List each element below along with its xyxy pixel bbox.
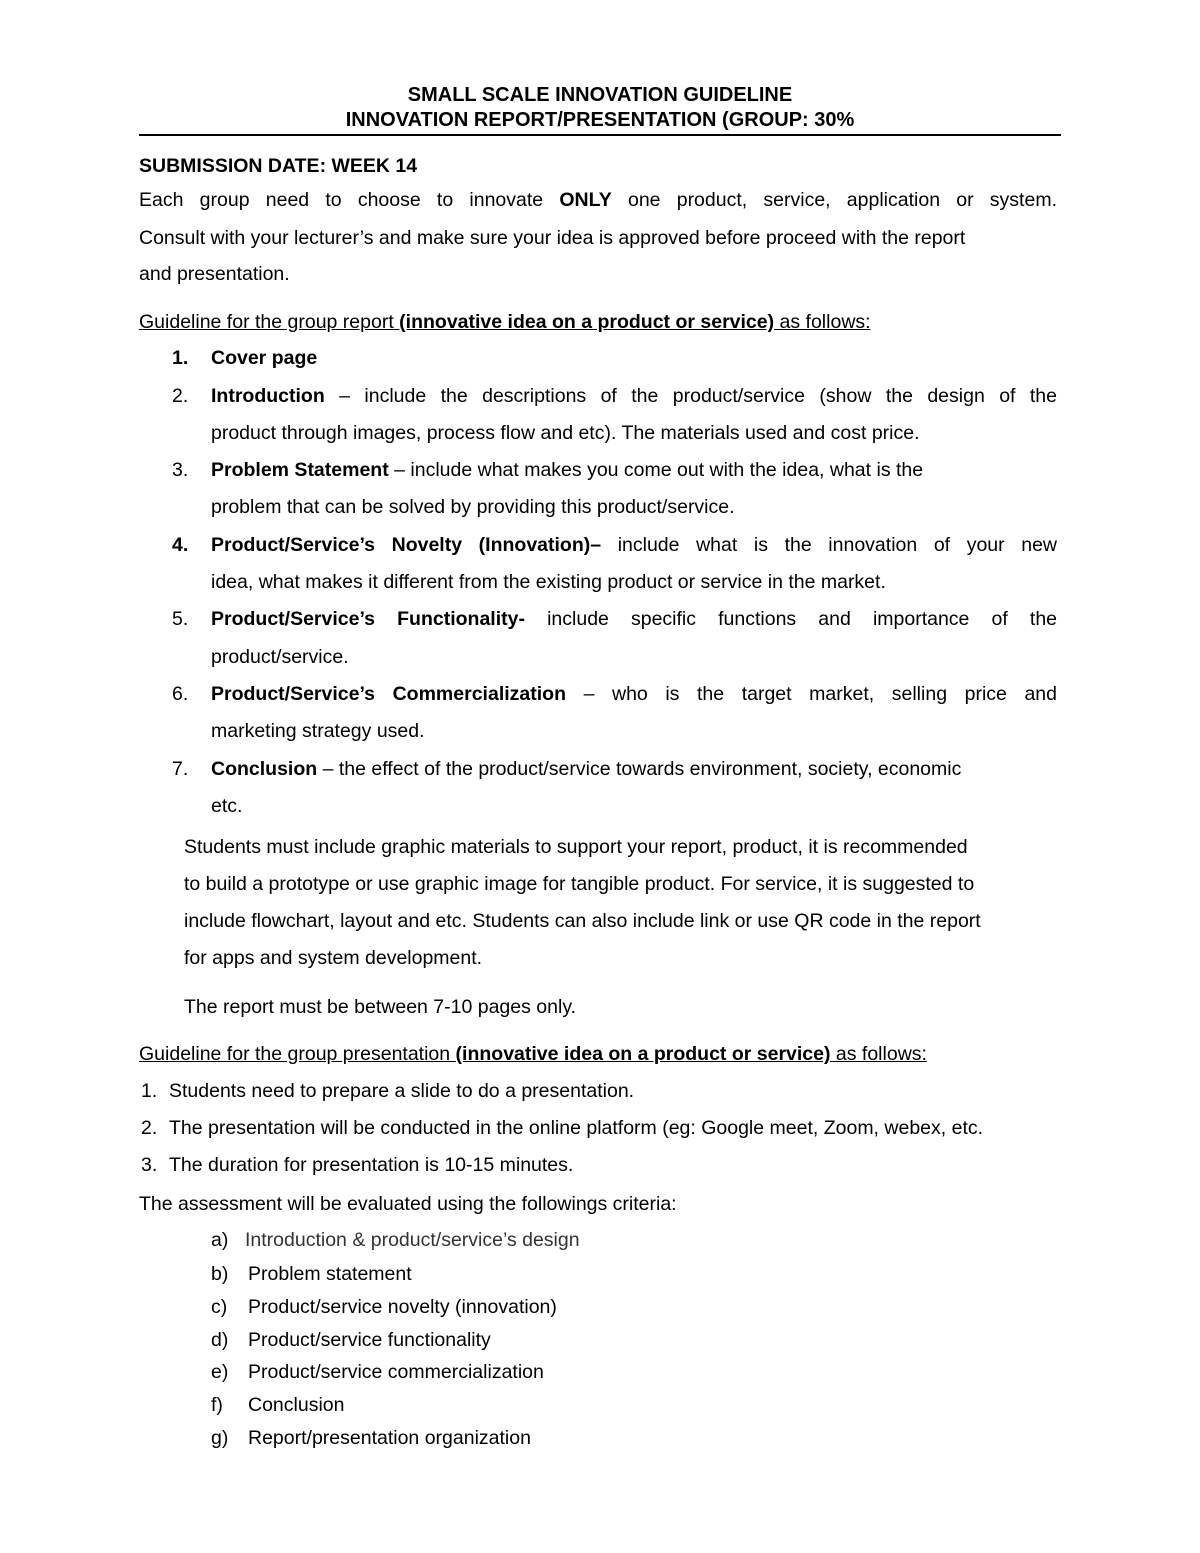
criteria-letter: f) [211, 1394, 223, 1416]
presentation-heading-emphasis: (innovative idea on a product or service) [455, 1043, 831, 1065]
report-heading-tail: as follows: [779, 311, 871, 333]
criteria-item: Product/service commercialization [248, 1361, 544, 1383]
report-item-continuation: idea, what makes it different from the existing product or service in the market. [211, 571, 886, 593]
presentation-item-number: 2. [141, 1117, 158, 1139]
report-item-number: 4. [172, 534, 189, 556]
report-item-title: Product/Service’s Novelty (Innovation)– [211, 534, 602, 556]
page-limit-note: The report must be between 7-10 pages only. [184, 996, 577, 1018]
presentation-heading-text: Guideline for the group presentation [139, 1043, 451, 1065]
report-item-number: 6. [172, 683, 189, 705]
document-subtitle: INNOVATION REPORT/PRESENTATION (GROUP: 30% [345, 109, 855, 131]
report-item-number: 1. [172, 347, 189, 369]
report-item-desc: – who is the target market, selling price and [565, 683, 1058, 705]
criteria-item: Introduction & product/service’s design [245, 1229, 580, 1251]
report-item-number: 7. [172, 758, 189, 780]
title-divider [139, 134, 1061, 136]
report-item-line [211, 533, 1057, 557]
report-item-desc: – include what makes you come out with the idea, what is the [388, 459, 924, 481]
report-guideline-heading [139, 310, 871, 334]
report-item-continuation: problem that can be solved by providing this product/service. [211, 496, 735, 518]
criteria-letter: e) [211, 1361, 229, 1383]
report-item-number: 3. [172, 459, 189, 481]
report-item-title: Introduction [211, 385, 325, 407]
report-item-title: Product/Service’s Functionality- [211, 608, 525, 630]
report-heading-text: Guideline for the group report [139, 311, 394, 333]
report-item-line [211, 682, 1057, 706]
report-item-title: Problem Statement [211, 459, 389, 481]
criteria-letter: a) [211, 1229, 229, 1251]
report-item-line [211, 757, 961, 781]
presentation-heading-tail: as follows: [835, 1043, 927, 1065]
report-item-continuation: marketing strategy used. [211, 720, 425, 742]
report-item-title: Product/Service’s Commercialization [211, 683, 566, 705]
report-item-number: 5. [172, 608, 189, 630]
criteria-item: Conclusion [248, 1394, 345, 1416]
presentation-item-number: 1. [141, 1080, 158, 1102]
graphics-note-line: include flowchart, layout and etc. Students can also include link or use QR code in the report [184, 910, 981, 932]
report-item-number: 2. [172, 385, 189, 407]
criteria-letter: g) [211, 1427, 229, 1449]
intro-line-2: Consult with your lecturer’s and make sure your idea is approved before proceed with the report [139, 227, 966, 249]
graphics-note-line: to build a prototype or use graphic image for tangible product. For service, it is suggested to [184, 873, 975, 895]
criteria-letter: c) [211, 1296, 228, 1318]
report-item-desc: include specific functions and importance of the [524, 608, 1058, 630]
report-item-desc: – the effect of the product/service towards environment, society, economic [317, 758, 962, 780]
report-item-continuation: product/service. [211, 646, 349, 668]
intro-emphasis: ONLY [559, 189, 612, 211]
presentation-item: The presentation will be conducted in the online platform (eg: Google meet, Zoom, webex, etc. [169, 1117, 984, 1139]
presentation-guideline-heading [139, 1042, 927, 1066]
criteria-item: Product/service novelty (innovation) [248, 1296, 557, 1318]
criteria-letter: b) [211, 1263, 229, 1285]
report-item-continuation: product through images, process flow and etc). The materials used and cost price. [211, 422, 920, 444]
report-item-line [211, 384, 1057, 408]
report-item-title: Cover page [211, 347, 318, 369]
presentation-item: The duration for presentation is 10-15 minutes. [169, 1154, 574, 1176]
report-item-continuation: etc. [211, 795, 243, 817]
presentation-item: Students need to prepare a slide to do a presentation. [169, 1080, 635, 1102]
report-heading-emphasis: (innovative idea on a product or service) [399, 311, 775, 333]
intro-line-1 [139, 188, 1057, 212]
criteria-intro: The assessment will be evaluated using the followings criteria: [139, 1193, 677, 1215]
document-title: SMALL SCALE INNOVATION GUIDELINE [407, 84, 793, 106]
submission-date: SUBMISSION DATE: WEEK 14 [139, 155, 418, 177]
graphics-note-line: for apps and system development. [184, 947, 483, 969]
criteria-item: Product/service functionality [248, 1329, 491, 1351]
report-item-title: Conclusion [211, 758, 318, 780]
intro-line-3: and presentation. [139, 263, 290, 285]
criteria-item: Problem statement [248, 1263, 412, 1285]
criteria-letter: d) [211, 1329, 229, 1351]
report-item-desc: – include the descriptions of the product/service (show the design of the [324, 385, 1057, 407]
report-item-line [211, 458, 923, 482]
report-item-line [211, 607, 1057, 631]
intro-text-c: one product, service, application or system. [627, 189, 1057, 211]
presentation-item-number: 3. [141, 1154, 158, 1176]
report-item-desc: include what is the innovation of your new [601, 534, 1058, 556]
intro-text-a: Each group need to choose to innovate [139, 189, 544, 211]
criteria-item: Report/presentation organization [248, 1427, 531, 1449]
graphics-note-line: Students must include graphic materials to support your report, product, it is recommended [184, 836, 968, 858]
